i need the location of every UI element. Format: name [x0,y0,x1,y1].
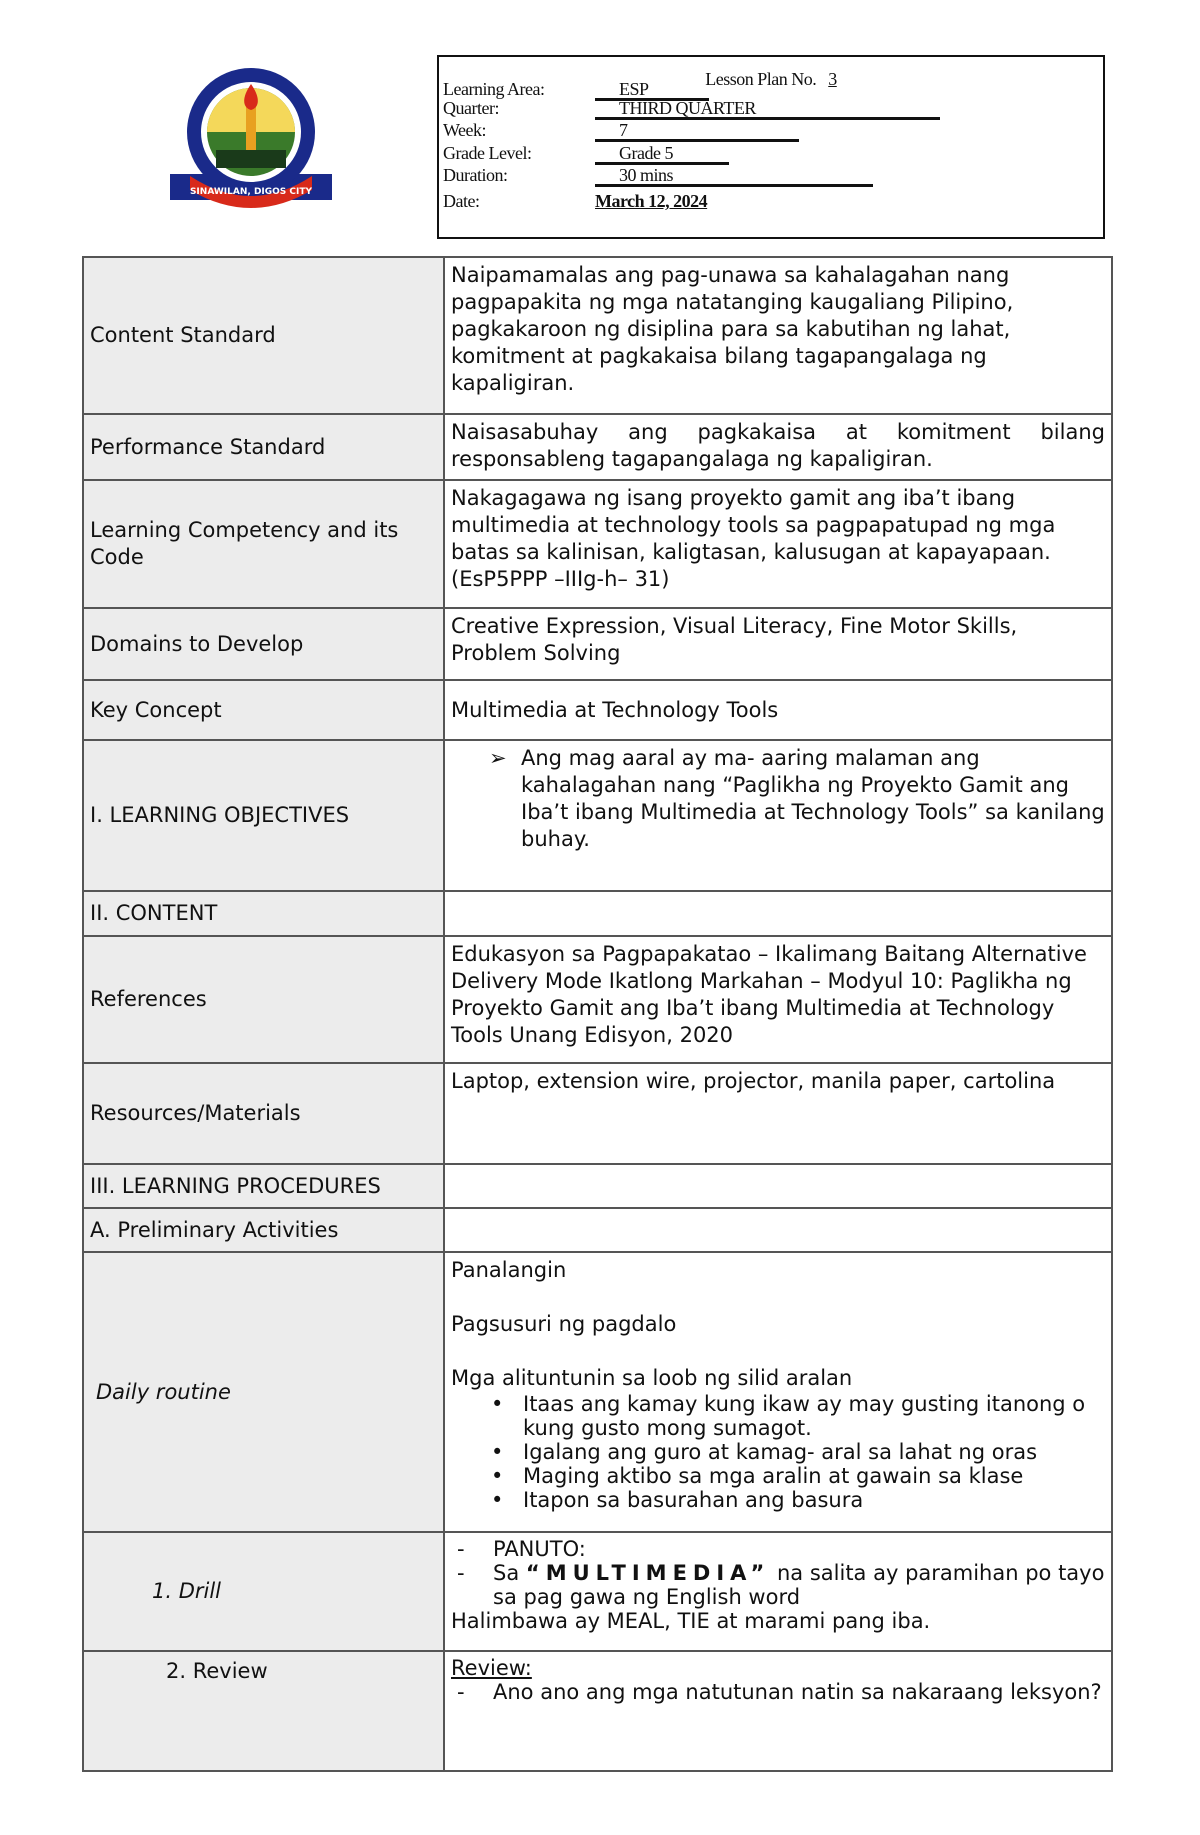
bullet-item: • Itapon sa basurahan ang basura [487,1488,1105,1512]
row-label: 1. Drill [83,1532,444,1651]
school-logo [170,66,332,214]
row-content: Multimedia at Technology Tools [444,680,1112,740]
dash-item: - Ano ano ang mga natutunan natin sa nakaraang leksyon? [451,1680,1105,1704]
field-value: THIRD QUARTER [595,98,940,120]
lesson-plan-table [82,256,1113,1772]
dash-item [451,1561,1105,1609]
paragraph: Mga alituntunin sa loob ng silid aralan [451,1366,853,1390]
review-heading: Review: [451,1656,532,1680]
lesson-plan-no: 3 [828,69,837,89]
field-quarter [443,98,940,120]
field-week [443,120,799,142]
row-review [83,1651,1112,1771]
row-label: III. LEARNING PROCEDURES [83,1164,444,1208]
row-content: Nakagagawa ng isang proyekto gamit ang iba’t ibang multimedia at technology tools sa pagpapatupad ng mga batas sa kalinisan, kaligtasan, kalusugan at kapayapaan. (EsP5PPP –IIIg-h– 31) [444,480,1112,608]
field-label: Duration: [443,165,508,185]
row-label: Learning Competency and its Code [83,480,444,608]
row-procedures [83,1164,1112,1208]
row-label: A. Preliminary Activities [83,1208,444,1252]
row-label: Domains to Develop [83,608,444,680]
row-domains [83,608,1112,680]
field-label: Date: [443,191,480,211]
row-label: I. LEARNING OBJECTIVES [83,740,444,891]
row-references [83,936,1112,1063]
row-objectives [83,740,1112,891]
field-value: 7 [595,120,799,142]
field-label: Learning Area: [443,79,545,99]
highlight-word: “MULTIMEDIA” [525,1561,771,1585]
field-value: 30 mins [595,165,873,187]
row-content [444,1164,1112,1208]
row-preliminary [83,1208,1112,1252]
bullet-item: • Igalang ang guro at kamag- aral sa lahat ng oras [487,1440,1105,1464]
row-resources [83,1063,1112,1164]
paragraph: Pagsusuri ng pagdalo [451,1312,677,1336]
paragraph: Panalangin [451,1258,567,1282]
row-content [444,891,1112,936]
row-label: 2. Review [83,1651,444,1771]
row-label: Key Concept [83,680,444,740]
field-label: Week: [443,120,487,140]
row-label: Daily routine [83,1252,444,1532]
objective-item: ➢ Ang mag aaral ay ma- aaring malaman ang kahalagahan nang “Paglikha ng Proyekto Gamit ang Iba’t ibang Multimedia at Technology Tools” sa kanilang buhay. [451,745,1105,853]
row-daily-routine [83,1252,1112,1532]
lesson-plan-label: Lesson Plan No. [705,69,817,89]
text: Sa [493,1561,520,1585]
dash-item: - PANUTO: [451,1537,1105,1561]
row-label: Resources/Materials [83,1063,444,1164]
row-content: Naisasabuhay ang pagkakaisa at komitment bilang responsableng tagapangalaga ng kapaligiran. [444,414,1112,480]
row-label: Performance Standard [83,414,444,480]
field-label: Quarter: [443,98,499,118]
date-value: March 12, 2024 [595,191,708,211]
row-performance-standard [83,414,1112,480]
bullet-item: • Maging aktibo sa mga aralin at gawain sa klase [487,1464,1105,1488]
field-duration [443,165,873,187]
lesson-plan-header [437,55,1105,239]
row-content: Naipamamalas ang pag-unawa sa kahalagahan nang pagpapakita ng mga natatanging kaugaliang Pilipino, pagkakaroon ng disiplina para sa kabutihan ng lahat, komitment at pagkakaisa bilang tagapangalaga ng kapaligiran. [444,257,1112,414]
row-label: References [83,936,444,1063]
row-content: Edukasyon sa Pagpapakatao – Ikalimang Baitang Alternative Delivery Mode Ikatlong Markahan – Modyul 10: Paglikha ng Proyekto Gamit ang Iba’t ibang Multimedia at Technology Tools Unang Edisyon, 2020 [444,936,1112,1063]
row-label: Content Standard [83,257,444,414]
row-content-heading [83,891,1112,936]
row-label: II. CONTENT [83,891,444,936]
row-drill [83,1532,1112,1651]
field-date [443,191,707,213]
paragraph: Halimbawa ay MEAL, TIE at marami pang iba. [451,1609,931,1633]
field-value: ESP [595,79,709,101]
bullet-item: • Itaas ang kamay kung ikaw ay may gusting itanong o kung gusto mong sumagot. [487,1392,1105,1440]
row-content-standard [83,257,1112,414]
field-value: Grade 5 [595,143,729,165]
text: na salita ay paramihan po tayo sa pag gawa ng English word [493,1561,1105,1609]
row-competency [83,480,1112,608]
row-content [444,1532,1112,1651]
svg-text:SINAWILAN, DIGOS CITY: SINAWILAN, DIGOS CITY [189,187,313,197]
row-key-concept [83,680,1112,740]
row-content: Creative Expression, Visual Literacy, Fine Motor Skills, Problem Solving [444,608,1112,680]
row-content: Laptop, extension wire, projector, manila paper, cartolina [444,1063,1112,1164]
row-content [444,1208,1112,1252]
row-content [444,1651,1112,1771]
field-grade-level [443,143,729,165]
field-label: Grade Level: [443,143,532,163]
row-content [444,1252,1112,1532]
